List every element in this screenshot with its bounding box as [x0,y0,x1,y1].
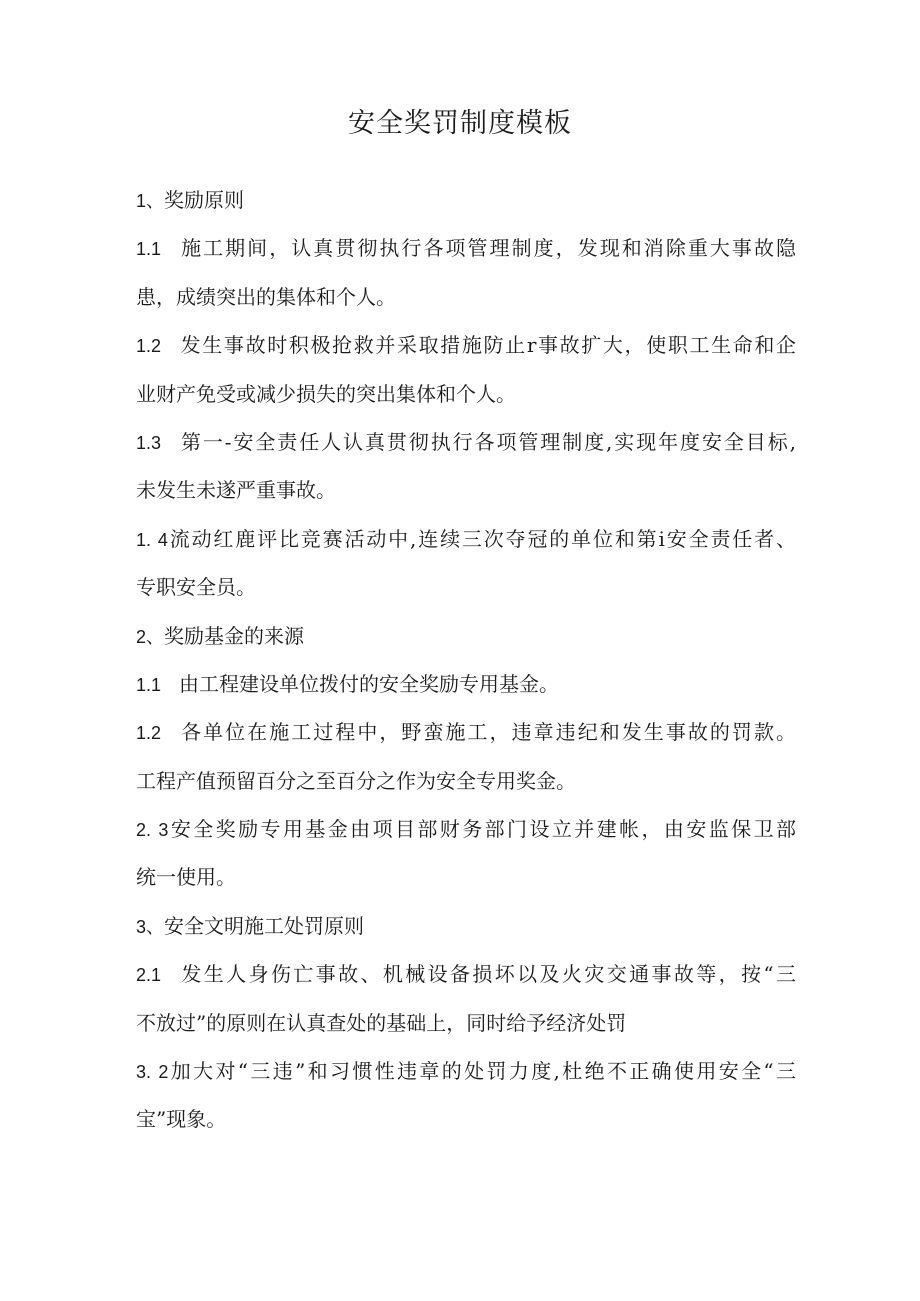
line-text: 安全奖励专用基金由项目部财务部门设立并建帐，由安监保卫部 [168,817,796,842]
section-number: 1.2 [136,336,162,357]
section-number: 2、 [136,626,165,647]
line-text: 奖励基金的来源 [164,623,305,648]
text-line [136,612,796,660]
text-line [136,999,796,1047]
text-line [136,708,796,756]
line-text: 宝”现象。 [136,1107,227,1132]
line-text: 流动红鹿评比竞赛活动中,连续三次夺冠的单位和第i安全责任者、 [167,526,796,551]
line-text: 发生人身伤亡事故、机械设备损坏以及火灾交通事故等，按“三 [179,962,796,987]
line-text: 施工期间，认真贯彻执行各项管理制度，发现和消除重大事故隐 [179,236,796,261]
line-text: 未发生未遂严重事故。 [136,478,336,503]
text-line [136,176,796,224]
section-number: 3. 2 [136,1062,169,1083]
section-number: 1.1 [136,674,162,695]
line-text: 发生事故时积极抢救并采取措施防止r事故扩大，使职工生命和企 [179,333,796,358]
text-line [136,224,796,272]
text-line [136,853,796,901]
document-title: 安全奖罚制度模板 [348,108,572,139]
text-line [136,805,796,853]
text-line [136,1047,796,1095]
text-line [136,563,796,611]
text-line [136,466,796,514]
text-line [136,418,796,466]
text-line [136,757,796,805]
line-text: 统一使用。 [136,865,236,890]
line-text: 专职安全员。 [136,575,256,600]
text-line [136,902,796,950]
section-number: 1. 4 [136,529,168,550]
section-number: 1.3 [136,432,162,453]
text-line [136,321,796,369]
line-text: 加大对“三违”和习惯性违章的处罚力度,杜绝不正确使用安全“三 [168,1059,797,1084]
section-number: 3、 [136,916,165,937]
section-number: 2.1 [136,965,162,986]
line-text: 各单位在施工过程中，野蛮施工，违章违纪和发生事故的罚款。 [179,720,796,745]
line-text: 患，成绩突出的集体和个人。 [136,284,396,309]
text-line [136,515,796,563]
section-number: 1.2 [136,723,162,744]
line-text: 工程产值预留百分之至百分之作为安全专用奖金。 [136,768,576,793]
line-text: 第一-安全责任人认真贯彻执行各项管理制度,实现年度安全目标, [179,429,796,454]
section-number: 1、 [136,191,165,211]
document-body [136,176,796,1144]
line-text: 不放过”的原则在认真查处的基础上，同时给予经济处罚 [136,1010,627,1035]
text-line [136,660,796,708]
text-line [136,950,796,998]
line-text: 安全文明施工处罚原则 [164,913,365,938]
line-text: 业财产免受或减少损失的突出集体和个人。 [136,381,516,406]
section-number: 2. 3 [136,820,169,841]
text-line [136,1095,796,1143]
text-line [136,370,796,418]
section-number: 1.1 [136,239,162,260]
line-text: 奖励原则 [164,188,245,212]
text-line [136,273,796,321]
line-text: 由工程建设单位拨付的安全奖励专用基金。 [179,671,560,696]
